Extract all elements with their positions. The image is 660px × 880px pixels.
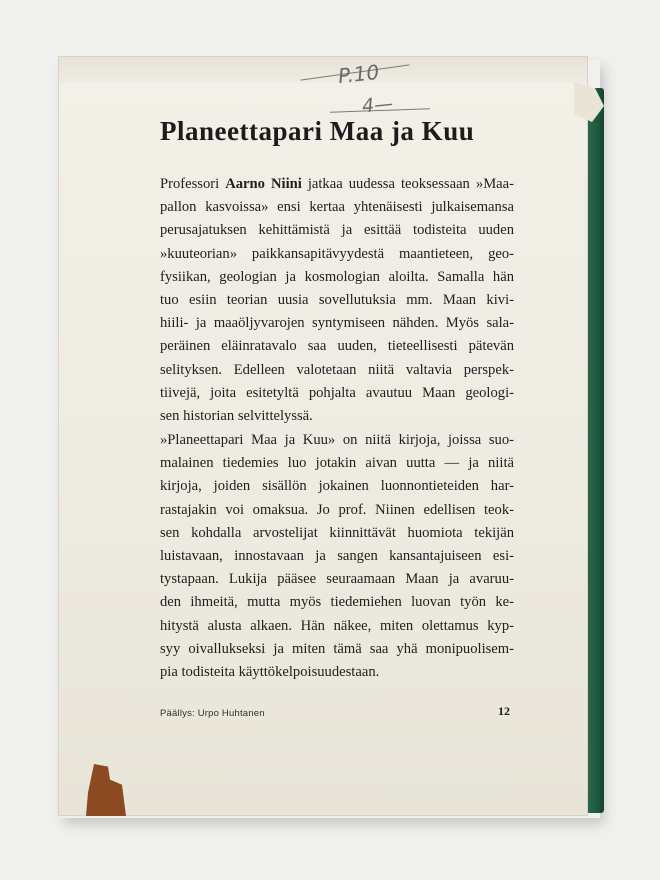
cover-designer-credit: Päällys: Urpo Huhtanen <box>160 708 265 719</box>
text-segment: luistavaan, innostavaan ja sangen kansantajuiseen esi- <box>160 547 514 564</box>
text-segment: syy oivallukseksi ja miten tämä saa yhä monipuolisem- <box>160 640 514 657</box>
text-segment: »kuuteorian» paikkansapitävyydestä maantieteen, geo- <box>160 245 514 262</box>
text-line <box>160 429 514 452</box>
text-line <box>160 312 514 335</box>
text-line <box>160 499 514 522</box>
text-segment: hitystä alusta alkaen. Hän näkee, miten olettamus kyp- <box>160 617 514 634</box>
text-line <box>160 591 514 614</box>
text-line <box>160 266 514 289</box>
price-code: 12 <box>498 704 510 718</box>
text-segment: pallon kasvoissa» ensi kertaa yhtenäisesti julkaisemansa <box>160 199 514 216</box>
text-segment: rastajakin voi omaksua. Jo prof. Niinen edellisen teok- <box>160 501 514 518</box>
text-segment: perusajatuksen kehittämistä ja esittää todisteita uuden <box>160 222 514 239</box>
text-segment: Professori <box>160 176 226 192</box>
text-segment: »Planeettapari Maa ja Kuu» on niitä kirjoja, joissa suo- <box>160 432 514 448</box>
text-line <box>160 661 514 684</box>
text-line <box>160 405 514 428</box>
description-paragraph-1 <box>160 173 514 428</box>
text-line <box>160 219 514 242</box>
text-line <box>160 359 514 382</box>
text-segment: jatkaa uudessa teoksessaan »Maa- <box>301 176 514 192</box>
text-segment: malainen tiedemies luo jotakin aivan uutta — ja niitä <box>160 455 514 472</box>
text-segment: tuo esiin teorian uusia sovellutuksia mm. Maan kivi- <box>160 291 514 308</box>
text-line <box>160 475 514 498</box>
text-segment: hiili- ja maaöljyvarojen syntymiseen nähden. Myös sala- <box>160 315 514 332</box>
text-line <box>160 382 514 405</box>
text-line <box>160 568 514 591</box>
text-line <box>160 335 514 358</box>
text-segment: sen kohdalla arvostelijat kiinnittävät huomiota tekijän <box>160 524 514 541</box>
text-line <box>160 522 514 545</box>
description-paragraph-2 <box>160 429 514 684</box>
text-segment: den ihmeitä, mutta myös tiedemiehen luovan työn ke- <box>160 594 514 611</box>
text-segment: fysiikan, geologian ja kosmologian aloilta. Samalla hän <box>160 268 514 285</box>
text-line <box>160 243 514 266</box>
text-line <box>160 452 514 475</box>
text-line <box>160 638 514 661</box>
author-name: Aarno Niini <box>225 176 302 192</box>
text-segment: selityksen. Edelleen valotetaan niitä valtavia perspek- <box>160 361 514 378</box>
pencil-note-second: 4— <box>360 92 395 118</box>
text-line <box>160 615 514 638</box>
book-title: Planeettapari Maa ja Kuu <box>160 116 475 146</box>
text-line <box>160 196 514 219</box>
pencil-note-top: P.10 <box>336 59 381 89</box>
text-segment: sen historian selvittelyssä. <box>160 407 313 424</box>
text-segment: kirjoja, joiden sisällön jokainen luonnontieteiden har- <box>160 478 514 495</box>
text-segment: peräinen eläinratavalo saa uuden, tieteellisesti pätevän <box>160 338 514 355</box>
cover-top-band <box>59 57 587 83</box>
text-segment: tiivejä, joita esitetyltä pohjalta avautuu Maan geologi- <box>160 384 514 401</box>
book-spine-edge <box>586 88 604 813</box>
text-segment: pia todisteita käyttökelpoisuudestaan. <box>160 663 380 680</box>
text-line <box>160 289 514 312</box>
text-line <box>160 173 514 196</box>
text-line <box>160 545 514 568</box>
text-segment: tystapaan. Lukija pääsee seuraamaan Maan ja avaruu- <box>160 571 514 588</box>
